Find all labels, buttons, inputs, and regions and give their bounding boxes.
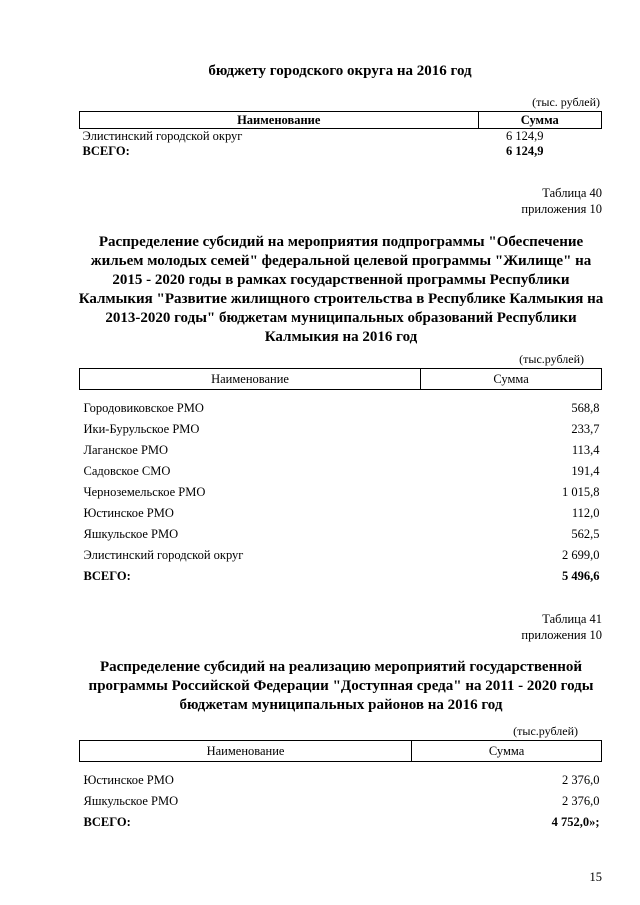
page-number: 15: [589, 870, 602, 884]
total-label: ВСЕГО:: [82, 144, 130, 158]
unit-label: (тыс.рублей): [513, 724, 578, 738]
row-sum: 1 015,8: [562, 484, 600, 499]
unit-label: (тыс. рублей): [532, 95, 600, 109]
row-name: Юстинское РМО: [83, 772, 174, 787]
row-name: Городовиковское РМО: [83, 400, 204, 415]
column-header-sum: Сумма: [412, 741, 602, 762]
column-header-name: Наименование: [80, 741, 412, 762]
table-number: Таблица 41: [542, 612, 602, 626]
row-sum: 2 376,0: [562, 772, 600, 787]
table-title: Распределение субсидий на реализацию мероприятий государственной программы Российской Федерации "Доступная среда" на 2011 - 2020 годы бюджетам муниципальных районов на 2016 год: [88, 659, 594, 713]
total-sum: 5 496,6: [562, 568, 600, 583]
row-name: Садовское СМО: [83, 463, 171, 478]
table-total-row: [80, 144, 602, 159]
column-header-sum: Сумма: [421, 369, 602, 390]
table-row: [80, 129, 602, 145]
row-name: Яшкульское РМО: [83, 526, 179, 541]
table-title: Распределение субсидий на мероприятия подпрограммы "Обеспечение жильем молодых семей" федеральной целевой программы "Жилище" на 2015 - 2020 годы в рамках государственной программы Республики Калмыкия "Развитие жилищного строительства в Республике Калмыкия на 2013-2020 годы" бюджетам муниципальных образований Республики Калмыкия на 2016 год: [78, 234, 604, 345]
column-header-name: Наименование: [80, 112, 479, 129]
appendix-ref: приложения 10: [521, 202, 602, 216]
table-row: [80, 398, 602, 419]
total-sum: 4 752,0»;: [551, 814, 600, 829]
table-row: [80, 524, 602, 545]
budget-table-1: [79, 111, 602, 159]
table-row: [80, 482, 602, 503]
table-row: [80, 770, 602, 791]
table-row: [80, 791, 602, 812]
row-sum: 562,5: [571, 526, 600, 541]
table-row: [80, 503, 602, 524]
row-sum: 113,4: [571, 442, 600, 457]
row-sum: 112,0: [571, 505, 600, 520]
table-total-row: [80, 812, 602, 833]
row-name: Юстинское РМО: [83, 505, 174, 520]
row-name: Яшкульское РМО: [83, 793, 179, 808]
row-sum: 2 376,0: [562, 793, 600, 808]
table-number: Таблица 40: [542, 186, 602, 200]
row-sum: 191,4: [571, 463, 600, 478]
row-name: Ики-Бурульское РМО: [83, 421, 200, 436]
table-row: [80, 419, 602, 440]
unit-label: (тыс.рублей): [519, 352, 584, 366]
row-sum: 6 124,9: [506, 129, 544, 143]
row-name: Элистинский городской округ: [83, 547, 244, 562]
total-label: ВСЕГО:: [83, 814, 131, 829]
table-row: [80, 545, 602, 566]
row-name: Элистинский городской округ: [82, 129, 243, 143]
row-sum: 2 699,0: [562, 547, 600, 562]
appendix-ref: приложения 10: [521, 628, 602, 642]
table-total-row: [80, 566, 602, 587]
row-sum: 568,8: [571, 400, 600, 415]
subsidy-table-41: [79, 740, 602, 833]
total-label: ВСЕГО:: [83, 568, 131, 583]
total-sum: 6 124,9: [506, 144, 544, 158]
column-header-name: Наименование: [80, 369, 421, 390]
row-name: Черноземельское РМО: [83, 484, 206, 499]
section-title-top: бюджету городского округа на 2016 год: [208, 63, 472, 79]
column-header-sum: Сумма: [478, 112, 601, 129]
table-row: [80, 440, 602, 461]
subsidy-table-40: [79, 368, 602, 587]
table-row: [80, 461, 602, 482]
row-sum: 233,7: [571, 421, 600, 436]
row-name: Лаганское РМО: [83, 442, 169, 457]
